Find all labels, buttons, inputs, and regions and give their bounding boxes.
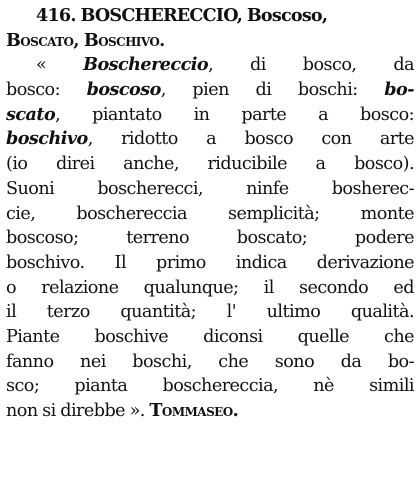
text-line-10: o relazione qualunque; il secondo ed bbox=[6, 277, 414, 298]
text-line-1: « Boschereccio, di bosco, da bbox=[36, 54, 414, 76]
entry-heading-line-1 bbox=[6, 4, 414, 29]
text-line-15: non si direbbe ». Tommaseo. bbox=[6, 400, 239, 421]
author-attribution: Tommaseo. bbox=[149, 400, 239, 421]
entry-heading-line-2: Boscato, Boschivo. bbox=[6, 29, 165, 51]
text-line-8: boscoso; terreno boscato; podere bbox=[6, 228, 414, 249]
term-boschereccio: Boschereccio bbox=[83, 54, 209, 76]
text-line-3: scato, piantato in parte a bosco: bbox=[6, 103, 414, 125]
term-boscato: scato bbox=[6, 103, 56, 125]
text-line-12: Piante boschive diconsi quelle che bbox=[6, 326, 414, 347]
text-line-11: il terzo quantità; l' ultimo qualità. bbox=[6, 302, 414, 323]
text-line-6: Suoni boscherecci, ninfe bosherec- bbox=[6, 178, 414, 199]
text-line-5: (io direi anche, riducibile a bosco). bbox=[6, 154, 414, 175]
text-line-14: sco; pianta boschereccia, nè simili bbox=[6, 376, 414, 397]
text-line-13: fanno nei boschi, che sono da bo- bbox=[6, 351, 414, 372]
text-line-2: bosco: boscoso, pien di boschi: bo- bbox=[6, 79, 414, 101]
text-line-9: boschivo. Il primo indica derivazione bbox=[6, 252, 414, 273]
term-boscoso: boscoso bbox=[86, 79, 161, 101]
entry-headwords: BOSCHERECCIO, Boscoso, bbox=[80, 5, 328, 26]
text-line-4: boschivo, ridotto a bosco con arte bbox=[6, 128, 414, 150]
text-line-7: cie, boschereccia semplicità; monte bbox=[6, 203, 414, 224]
term-boschivo: boschivo bbox=[6, 128, 88, 150]
entry-number: 416. bbox=[36, 5, 76, 26]
